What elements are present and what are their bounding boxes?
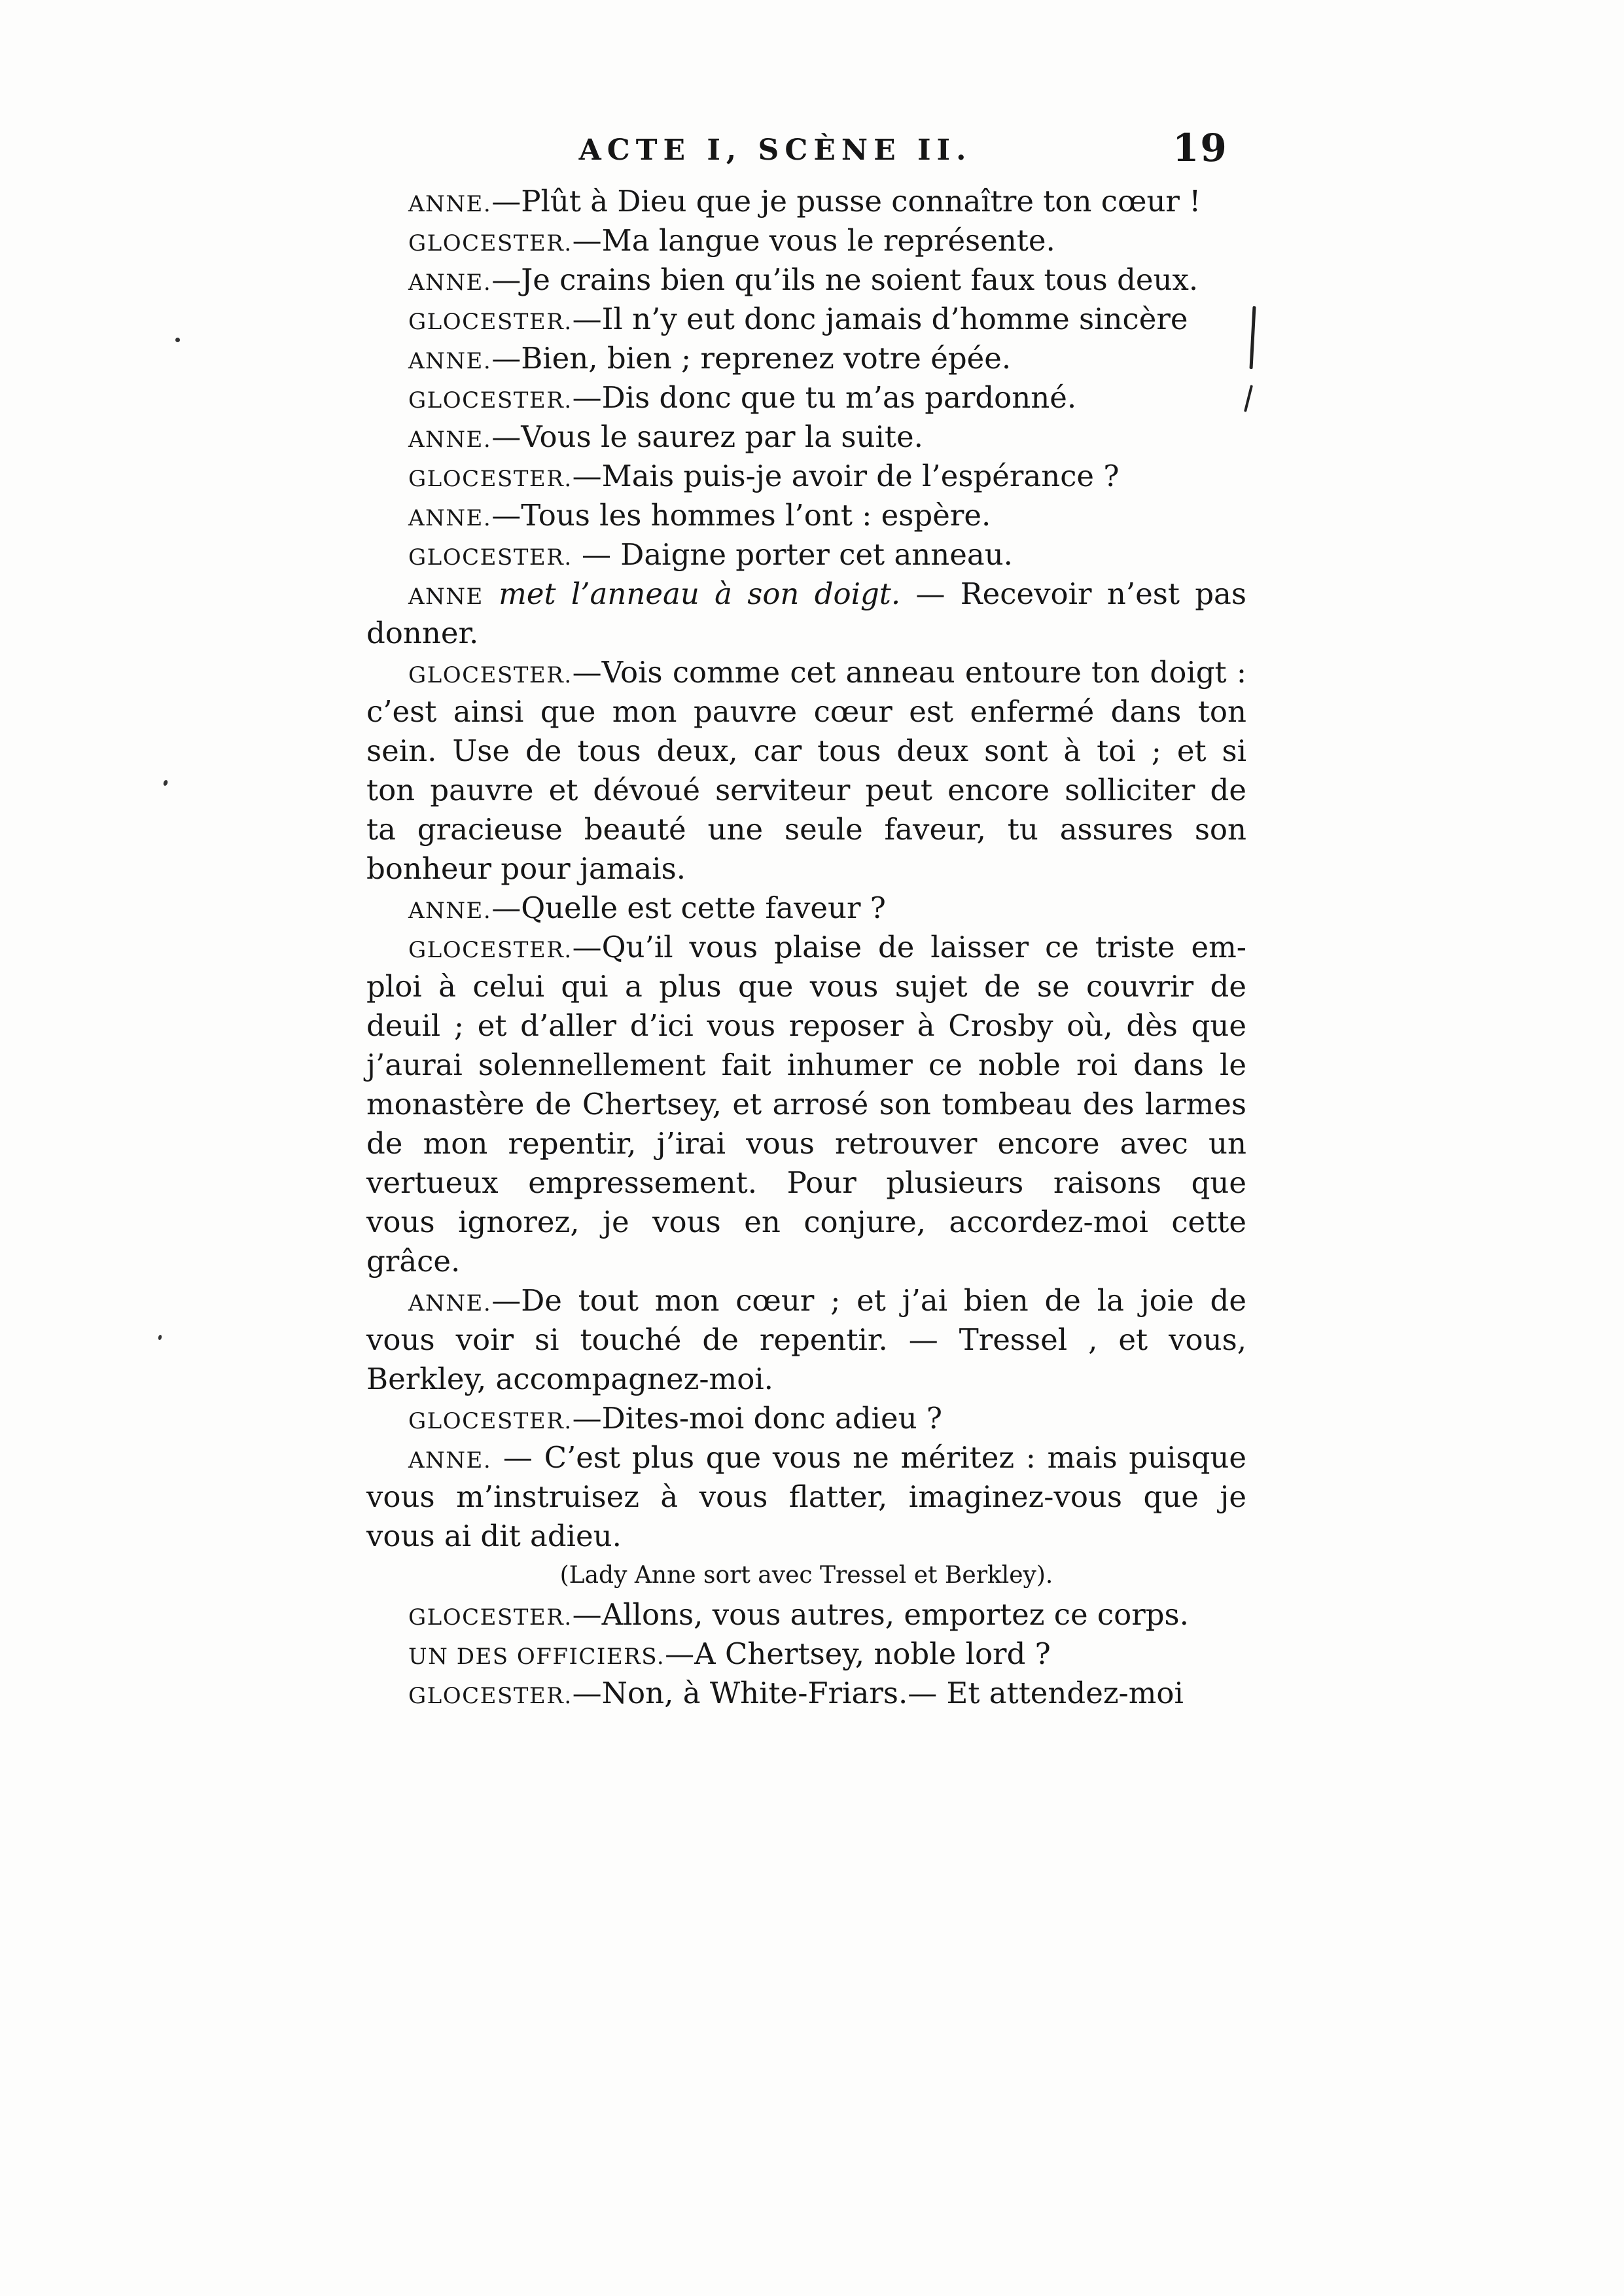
text-line	[366, 1399, 1246, 1438]
dialogue-text: vous ignorez, je vous en conjure, accordez-moi cette	[366, 1205, 1246, 1239]
dialogue-text: —Ma langue vous le représente.	[572, 223, 1055, 258]
dialogue-text: grâce.	[366, 1244, 461, 1279]
dialogue-text: —Plût à Dieu que je pusse connaître ton cœur !	[491, 184, 1201, 219]
text-line	[366, 182, 1246, 221]
text-line	[366, 1634, 1246, 1674]
text-line	[366, 928, 1246, 967]
dialogue-text: —Quelle est cette faveur ?	[491, 891, 886, 925]
text-line	[366, 1242, 1246, 1281]
speaker-name: UN DES OFFICIERS.	[408, 1644, 665, 1670]
text-line	[366, 1556, 1246, 1595]
speaker-name: ANNE.	[408, 898, 492, 924]
text-line	[366, 260, 1246, 300]
dialogue-text: —Non, à White-Friars.— Et attendez-moi	[572, 1676, 1184, 1710]
speaker-name: GLOCESTER.	[408, 544, 573, 571]
speaker-name: ANNE.	[408, 191, 492, 217]
dialogue-text: —De tout mon cœur ; et j’ai bien de la joie de	[491, 1283, 1246, 1318]
dialogue-text: —Bien, bien ; reprenez votre épée.	[491, 341, 1012, 376]
speaker-name: GLOCESTER.	[408, 230, 573, 256]
text-line	[366, 221, 1246, 260]
dialogue-text: —Qu’il vous plaise de laisser ce triste em-	[572, 930, 1246, 964]
speaker-name: GLOCESTER.	[408, 309, 573, 335]
dialogue-text: —Il n’y eut donc jamais d’homme sincère	[572, 302, 1188, 336]
speaker-name: GLOCESTER.	[408, 1408, 573, 1434]
speaker-name: GLOCESTER.	[408, 466, 573, 492]
dialogue-text: deuil ; et d’aller d’ici vous reposer à Crosby où, dès que	[366, 1008, 1246, 1043]
dialogue-text: ton pauvre et dévoué serviteur peut encore solliciter de	[366, 773, 1246, 807]
dialogue-text: ta gracieuse beauté une seule faveur, tu assures son	[366, 812, 1246, 847]
text-line	[366, 1360, 1246, 1399]
scan-artifact-bar	[1249, 306, 1256, 369]
dialogue-text: j’aurai solennellement fait inhumer ce noble roi dans le	[366, 1048, 1246, 1082]
text-body	[366, 182, 1246, 1713]
dialogue-text: — Daigne porter cet anneau.	[572, 537, 1013, 572]
dialogue-text: — C’est plus que vous ne méritez : mais puisque	[491, 1440, 1246, 1475]
text-line	[366, 496, 1246, 535]
dialogue-text: Berkley, accompagnez-moi.	[366, 1362, 773, 1396]
text-line	[366, 849, 1246, 889]
scan-artifact-speck	[175, 338, 180, 342]
speaker-name: GLOCESTER.	[408, 1604, 573, 1631]
speaker-name: ANNE.	[408, 1290, 492, 1316]
speaker-name: ANNE.	[408, 1447, 492, 1474]
speaker-name: GLOCESTER.	[408, 1683, 573, 1709]
dialogue-text: — Recevoir n’est pas	[900, 576, 1246, 611]
dialogue-text: —Dis donc que tu m’as pardonné.	[572, 380, 1077, 415]
speaker-name: GLOCESTER.	[408, 937, 573, 963]
text-line	[366, 1320, 1246, 1360]
dialogue-text: —Dites-moi donc adieu ?	[572, 1401, 943, 1436]
text-line	[366, 1595, 1246, 1634]
speaker-name: GLOCESTER.	[408, 387, 573, 414]
dialogue-text: de mon repentir, j’irai vous retrouver encore avec un	[366, 1126, 1246, 1161]
page-number: 19	[1173, 126, 1228, 170]
dialogue-text: ploi à celui qui a plus que vous sujet de se couvrir de	[366, 969, 1246, 1004]
text-line	[366, 339, 1246, 378]
scan-artifact-speck	[163, 779, 169, 786]
dialogue-text: —A Chertsey, noble lord ?	[665, 1636, 1051, 1671]
dialogue-text: sein. Use de tous deux, car tous deux sont à toi ; et si	[366, 733, 1246, 768]
speaker-name: GLOCESTER.	[408, 662, 573, 688]
dialogue-text: vertueux empressement. Pour plusieurs raisons que	[366, 1165, 1246, 1200]
dialogue-text: —Vous le saurez par la suite.	[491, 419, 923, 454]
text-line	[366, 378, 1246, 417]
text-line	[366, 1163, 1246, 1203]
speaker-name: ANNE.	[408, 348, 492, 374]
dialogue-text: —Vois comme cet anneau entoure ton doigt :	[572, 655, 1246, 690]
text-line	[366, 1674, 1246, 1713]
text-line	[366, 574, 1246, 614]
text-line	[366, 1203, 1246, 1242]
text-line	[366, 1006, 1246, 1046]
dialogue-text: vous m’instruisez à vous flatter, imaginez-vous que je	[366, 1479, 1246, 1514]
dialogue-text: c’est ainsi que mon pauvre cœur est enfermé dans ton	[366, 694, 1246, 729]
dialogue-text: (Lady Anne sort avec Tressel et Berkley).	[559, 1562, 1053, 1589]
text-line	[366, 967, 1246, 1006]
text-line	[366, 1124, 1246, 1163]
text-line	[366, 535, 1246, 574]
text-line	[366, 457, 1246, 496]
stage-direction: met l’anneau à son doigt.	[483, 576, 901, 611]
page-header-title: ACTE I, SCÈNE II.	[578, 133, 972, 167]
text-line	[366, 1477, 1246, 1517]
text-line	[366, 732, 1246, 771]
dialogue-text: —Mais puis-je avoir de l’espérance ?	[572, 459, 1120, 493]
dialogue-text: monastère de Chertsey, et arrosé son tombeau des larmes	[366, 1087, 1246, 1122]
speaker-name: ANNE.	[408, 427, 492, 453]
speaker-name: ANNE.	[408, 270, 492, 296]
text-line	[366, 300, 1246, 339]
text-line	[366, 1046, 1246, 1085]
text-line	[366, 653, 1246, 692]
text-line	[366, 889, 1246, 928]
text-line	[366, 614, 1246, 653]
text-line	[366, 692, 1246, 732]
dialogue-text: —Allons, vous autres, emportez ce corps.	[572, 1597, 1189, 1632]
text-line	[366, 1438, 1246, 1477]
dialogue-text: —Tous les hommes l’ont : espère.	[491, 498, 991, 533]
dialogue-text: vous ai dit adieu.	[366, 1519, 622, 1553]
text-line	[366, 1517, 1246, 1556]
speaker-name: ANNE	[408, 584, 484, 610]
dialogue-text: vous voir si touché de repentir. — Tressel , et vous,	[366, 1322, 1246, 1357]
scan-artifact-speck	[158, 1334, 162, 1340]
dialogue-text: —Je crains bien qu’ils ne soient faux tous deux.	[491, 262, 1199, 297]
text-line	[366, 417, 1246, 457]
dialogue-text: donner.	[366, 616, 479, 650]
dialogue-text: bonheur pour jamais.	[366, 851, 686, 886]
text-line	[366, 1085, 1246, 1124]
text-line	[366, 1281, 1246, 1320]
text-line	[366, 810, 1246, 849]
text-line	[366, 771, 1246, 810]
speaker-name: ANNE.	[408, 505, 492, 531]
